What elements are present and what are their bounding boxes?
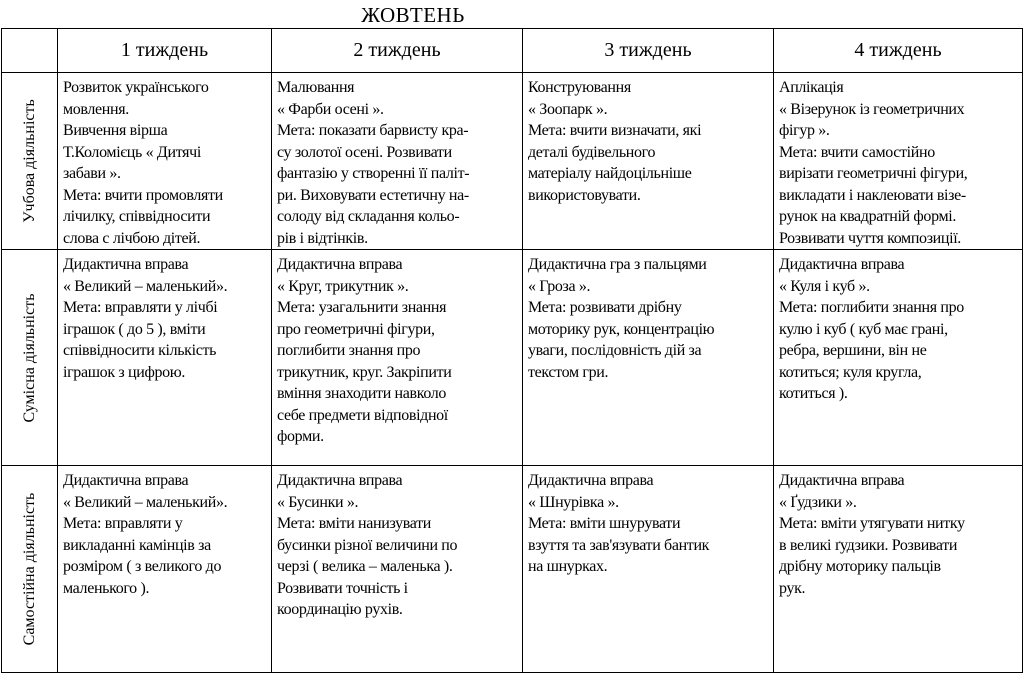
table-cell: Дидактична гра з пальцями « Гроза ». Мета: розвивати дрібну моторику рук, концентрацію уваги, послідовність дій за текстом гри.: [523, 250, 774, 466]
corner-cell: [2, 29, 58, 73]
table-cell: Дидактична вправа « Ґудзики ». Мета: вміти утягувати нитку в великі ґудзики. Розвивати дрібну моторику пальців рук.: [774, 466, 1023, 673]
page-title: ЖОВТЕНЬ: [361, 3, 465, 27]
row-label-cell: [2, 250, 58, 466]
week-header-4: 4 тиждень: [774, 29, 1023, 73]
row-label: Самостійна діяльність: [20, 492, 38, 646]
table-cell: Дидактична вправа « Круг, трикутник ». Мета: узагальнити знання про геометричні фігури, поглибити знання про трикутник, круг. Закріпити вміння знаходити навколо себе предмети відповідної форми.: [272, 250, 523, 466]
row-label: Сумісна діяльність: [20, 292, 38, 423]
table-cell: Розвиток українського мовлення. Вивчення вірша Т.Коломієць « Дитячі забави ». Мета: вчити промовляти лічилку, співвідносити слова с лічбою дітей.: [58, 73, 272, 250]
table-cell: Аплікація « Візерунок із геометричних фігур ». Мета: вчити самостійно вирізати геометричні фігури, викладати і наклеювати візе- рунок на квадратній формі. Розвивати чуття композиції.: [774, 73, 1023, 250]
header-row: [2, 29, 1023, 73]
schedule-table: [1, 28, 1023, 673]
week-header-1: 1 тиждень: [58, 29, 272, 73]
row-label-cell: [2, 73, 58, 250]
table-cell: Дидактична вправа « Великий – маленький». Мета: вправляти у лічбі іграшок ( до 5 ), вміти співвідносити кількість іграшок з цифрою.: [58, 250, 272, 466]
table-cell: Малювання « Фарби осені ». Мета: показати барвисту кра- су золотої осені. Розвивати фантазію у створенні її паліт- ри. Виховувати естетичну на- солоду від складання кольо- рів і відтінків.: [272, 73, 523, 250]
table-cell: Конструювання « Зоопарк ». Мета: вчити визначати, які деталі будівельного матеріалу найдоцільніше використовувати.: [523, 73, 774, 250]
table-cell: Дидактична вправа « Великий – маленький». Мета: вправляти у викладанні камінців за розміром ( з великого до маленького ).: [58, 466, 272, 673]
row-label-cell: [2, 466, 58, 673]
week-header-3: 3 тиждень: [523, 29, 774, 73]
table-row: [2, 466, 1023, 673]
table-cell: Дидактична вправа « Куля і куб ». Мета: поглибити знання про кулю і куб ( куб має грані, ребра, вершини, він не котиться; куля кругла, котиться ).: [774, 250, 1023, 466]
table-row: [2, 73, 1023, 250]
table-cell: Дидактична вправа « Бусинки ». Мета: вміти нанизувати бусинки різної величини по черзі ( велика – маленька ). Розвивати точність і координацію рухів.: [272, 466, 523, 673]
table-cell: Дидактична вправа « Шнурівка ». Мета: вміти шнурувати взуття та зав'язувати бантик на шнурках.: [523, 466, 774, 673]
week-header-2: 2 тиждень: [272, 29, 523, 73]
row-label: Учбова діяльність: [20, 99, 38, 223]
table-row: [2, 250, 1023, 466]
